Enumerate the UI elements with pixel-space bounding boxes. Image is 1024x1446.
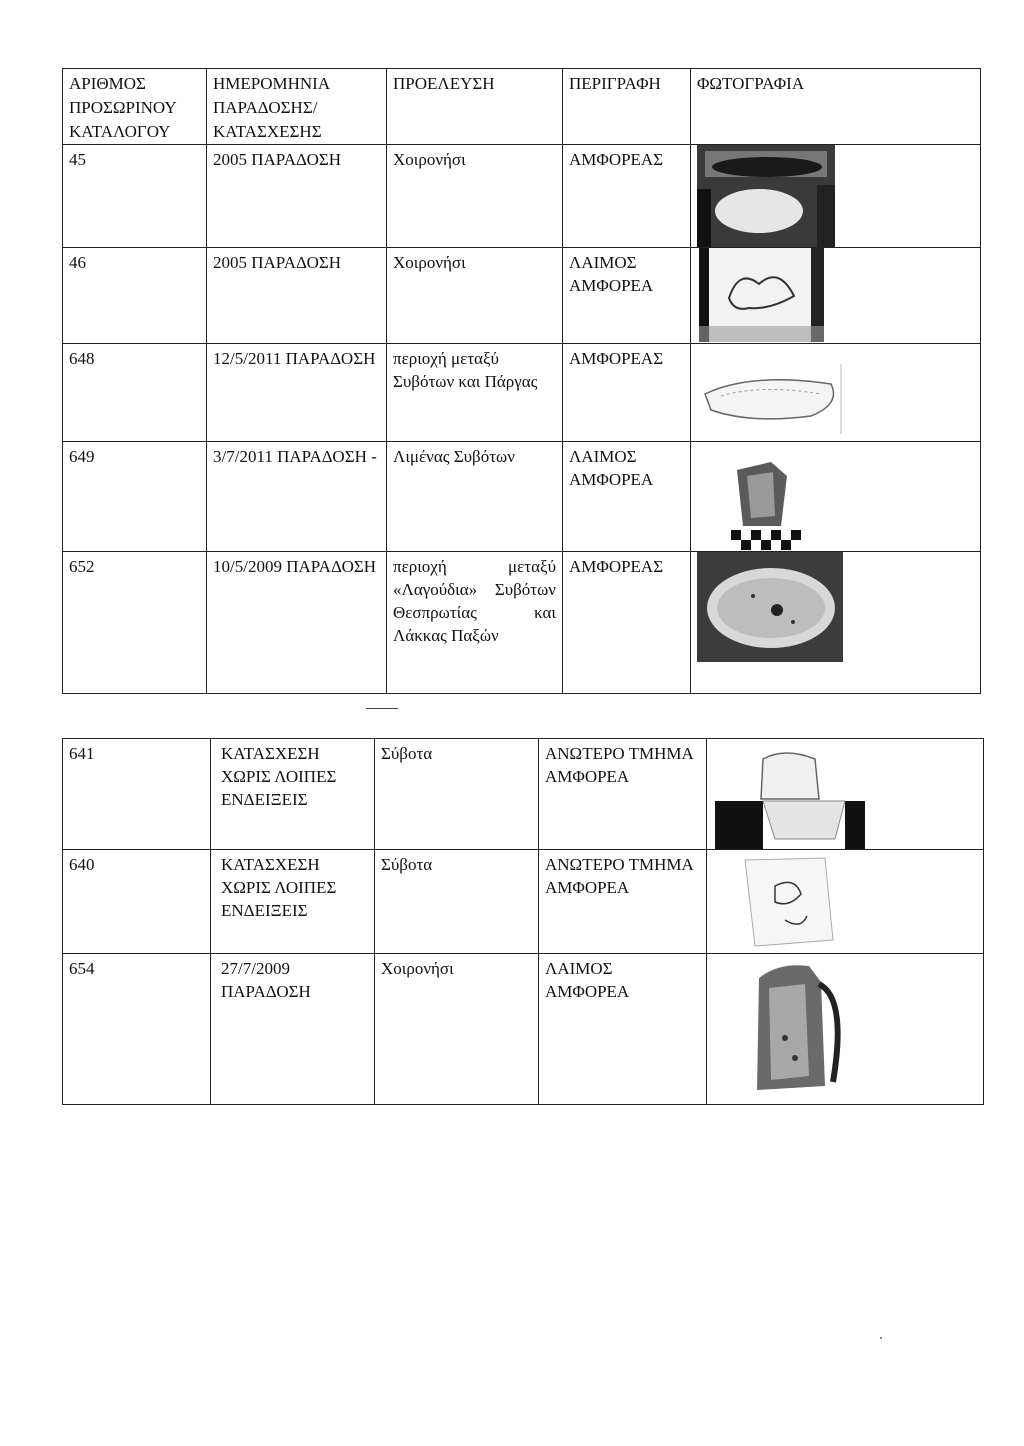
origin-cell: Χοιρονήσι: [387, 145, 563, 248]
amphora-neck-photo: [691, 442, 831, 550]
origin-cell: Χοιρονήσι: [375, 954, 539, 1105]
description-cell: ΑΜΦΟΡΕΑΣ: [563, 344, 691, 442]
amphora-upper-photo: [715, 850, 865, 950]
description-cell: ΛΑΙΜΟΣ ΑΜΦΟΡΕΑ: [563, 248, 691, 344]
amphora-upper-photo: [715, 739, 865, 849]
origin-cell: περιοχή μεταξύ «Λαγούδια» Συβότων Θεσπρωτίας και Λάκκας Παξών: [387, 552, 563, 694]
description-cell: ΑΜΦΟΡΕΑΣ: [563, 145, 691, 248]
photo-cell: [691, 552, 981, 694]
date-cell: 27/7/2009 ΠΑΡΑΔΟΣΗ: [211, 954, 375, 1105]
photo-cell: [691, 248, 981, 344]
amphora-neck-photo: [729, 958, 859, 1098]
description-cell: ΑΜΦΟΡΕΑΣ: [563, 552, 691, 694]
description-cell: ΑΝΩΤΕΡΟ ΤΜΗΜΑ ΑΜΦΟΡΕΑ: [539, 739, 707, 850]
origin-cell: Χοιρονήσι: [387, 248, 563, 344]
table-row: [63, 739, 984, 850]
table-row: [63, 248, 981, 344]
photo-cell: [707, 739, 984, 850]
table-row: [63, 442, 981, 552]
origin-cell: Σύβοτα: [375, 739, 539, 850]
catalog-number: 649: [63, 442, 207, 552]
catalog-number: 648: [63, 344, 207, 442]
header-date: ΗΜΕΡΟΜΗΝΙΑ ΠΑΡΑΔΟΣΗΣ/ ΚΑΤΑΣΧΕΣΗΣ: [207, 69, 387, 145]
catalog-number: 46: [63, 248, 207, 344]
table-header-row: [63, 69, 981, 145]
date-cell: 12/5/2011 ΠΑΡΑΔΟΣΗ: [207, 344, 387, 442]
origin-cell: περιοχή μεταξύ Συβότων και Πάργας: [387, 344, 563, 442]
photo-cell: [707, 850, 984, 954]
date-cell: ΚΑΤΑΣΧΕΣΗ ΧΩΡΙΣ ΛΟΙΠΕΣ ΕΝΔΕΙΞΕΙΣ: [211, 850, 375, 954]
description-cell: ΑΝΩΤΕΡΟ ΤΜΗΜΑ ΑΜΦΟΡΕΑ: [539, 850, 707, 954]
catalog-number: 641: [63, 739, 211, 850]
amphora-photo: [697, 552, 843, 662]
artifact-table-2: [62, 738, 984, 1105]
date-cell: 3/7/2011 ΠΑΡΑΔΟΣΗ -: [207, 442, 387, 552]
catalog-number: 45: [63, 145, 207, 248]
photo-cell: [691, 442, 981, 552]
origin-cell: Σύβοτα: [375, 850, 539, 954]
catalog-number: 652: [63, 552, 207, 694]
date-cell: 2005 ΠΑΡΑΔΟΣΗ: [207, 248, 387, 344]
amphora-neck-photo: [699, 248, 824, 342]
header-catalog-number: ΑΡΙΘΜΟΣ ΠΡΟΣΩΡΙΝΟΥ ΚΑΤΑΛΟΓΟΥ: [63, 69, 207, 145]
photo-cell: [691, 344, 981, 442]
table-row: [63, 552, 981, 694]
table-row: [63, 344, 981, 442]
amphora-photo: [691, 344, 851, 440]
amphora-photo: [697, 145, 837, 247]
catalog-number: 640: [63, 850, 211, 954]
separator-mark: [366, 708, 398, 709]
date-cell: 2005 ΠΑΡΑΔΟΣΗ: [207, 145, 387, 248]
photo-cell: [691, 145, 981, 248]
header-origin: ΠΡΟΕΛΕΥΣΗ: [387, 69, 563, 145]
table-row: [63, 145, 981, 248]
scan-speck: [880, 1337, 882, 1339]
description-cell: ΛΑΙΜΟΣ ΑΜΦΟΡΕΑ: [539, 954, 707, 1105]
date-cell: 10/5/2009 ΠΑΡΑΔΟΣΗ: [207, 552, 387, 694]
table-row: [63, 850, 984, 954]
date-cell: ΚΑΤΑΣΧΕΣΗ ΧΩΡΙΣ ΛΟΙΠΕΣ ΕΝΔΕΙΞΕΙΣ: [211, 739, 375, 850]
origin-cell: Λιμένας Συβότων: [387, 442, 563, 552]
header-description: ΠΕΡΙΓΡΑΦΗ: [563, 69, 691, 145]
description-cell: ΛΑΙΜΟΣ ΑΜΦΟΡΕΑ: [563, 442, 691, 552]
catalog-number: 654: [63, 954, 211, 1105]
table-row: [63, 954, 984, 1105]
photo-cell: [707, 954, 984, 1105]
artifact-table-1: [62, 68, 981, 694]
header-photo: ΦΩΤΟΓΡΑΦΙΑ: [691, 69, 981, 145]
